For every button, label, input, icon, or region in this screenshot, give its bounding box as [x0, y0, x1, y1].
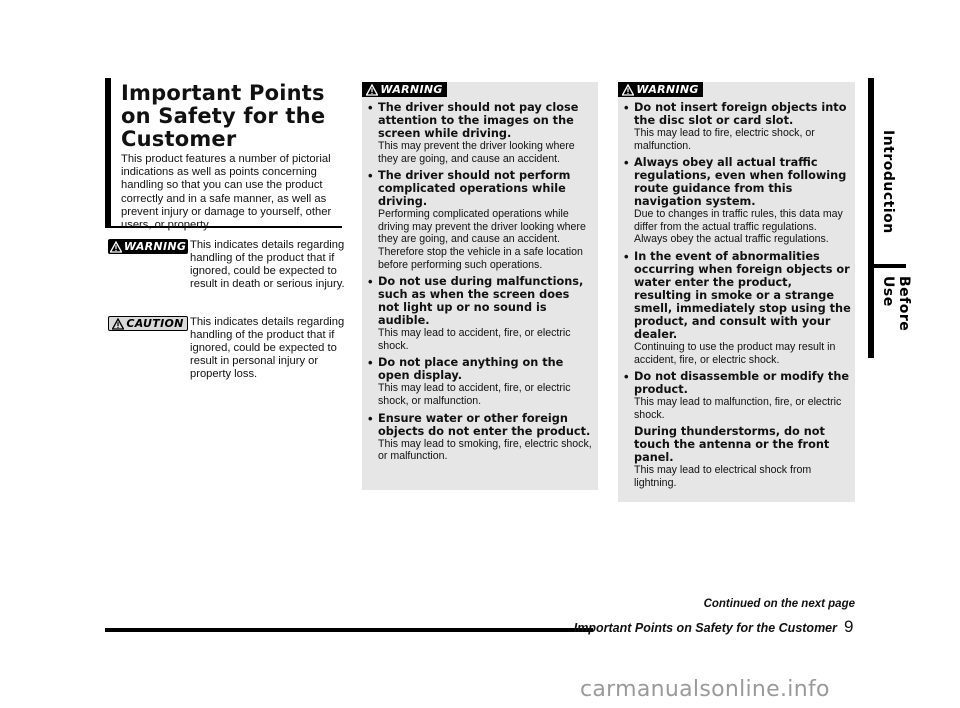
item-body: This may lead to malfunction, fire, or electric shock. [634, 396, 842, 421]
list-item [368, 169, 594, 271]
tab-before-use[interactable] [868, 268, 912, 358]
item-heading: • Do not use during malfunctions, such as when the screen does not light up or no sound is audible. [378, 275, 584, 328]
tab-introduction[interactable] [868, 78, 906, 268]
item-heading: • Do not place anything on the open display. [378, 356, 564, 383]
footer-rule [105, 628, 593, 632]
item-heading: • The driver should not perform complicated operations while driving. [378, 169, 571, 209]
tab-before-use-label: Before Use [880, 276, 912, 332]
list-item [368, 412, 594, 463]
warning-list [624, 101, 851, 494]
item-body: This may lead to fire, electric shock, or malfunction. [634, 127, 815, 152]
item-body: Continuing to use the product may result in accident, fire, or electric shock. [634, 340, 836, 366]
warning-label-badge [108, 239, 188, 254]
list-item [624, 425, 851, 489]
list-item [368, 275, 594, 352]
list-item [624, 370, 851, 421]
warning-legend [105, 239, 350, 309]
item-heading: • Do not disassemble or modify the product. [634, 370, 850, 397]
item-heading: • In the event of abnormalities occurring when foreign objects or water enter the product, resulting in smoke or a strange smell, immediately stop using the product, and consult with your dealer. [634, 249, 851, 341]
warning-triangle-icon [622, 84, 634, 96]
intro-section [105, 78, 342, 232]
caution-label-text: CAUTION [126, 317, 184, 330]
watermark: carmanualsonline.info [580, 677, 830, 702]
page-title [121, 82, 342, 151]
item-heading: During thunderstorms, do not touch the antenna or the front panel. [634, 425, 830, 465]
item-body: This may lead to smoking, fire, electric shock, or malfunction. [378, 437, 592, 463]
caution-label-badge [108, 316, 188, 331]
item-body: Performing complicated operations while driving may prevent the driver looking where they are going, and cause an accident. Therefore stop the vehicle in a safe location before performing such operations. [378, 208, 586, 271]
title-line: on Safety for the [121, 104, 326, 128]
warning-list [368, 101, 594, 467]
warning-label-text: WARNING [123, 240, 187, 253]
warning-tag [618, 82, 703, 97]
warning-legend-text: This indicates details regarding handling of the product that if ignored, could be expected to result in death or serious injury. [190, 239, 345, 290]
item-heading: • The driver should not pay close attention to the images on the screen while driving. [378, 101, 579, 140]
continued-note: Continued on the next page [703, 598, 855, 610]
list-item [368, 356, 594, 407]
section-side-tabs [868, 78, 912, 558]
caution-legend [105, 316, 350, 396]
title-line: Important Points [121, 81, 325, 105]
warning-tag-text: WARNING [380, 83, 443, 96]
item-body: This may prevent the driver looking where they are going, and cause an accident. [378, 140, 575, 165]
warning-triangle-icon [110, 241, 122, 253]
item-body: This may lead to accident, fire, or electric shock, or malfunction. [378, 382, 571, 407]
list-item [368, 101, 594, 165]
warning-box-1 [362, 82, 598, 490]
item-heading: • Do not insert foreign objects into the disc slot or card slot. [634, 101, 847, 127]
list-item [624, 101, 851, 152]
tab-introduction-label: Introduction [880, 130, 896, 234]
item-heading: • Ensure water or other foreign objects do not enter the product. [378, 411, 591, 438]
item-heading: • Always obey all actual traffic regulations, even when following route guidance from this navigation system. [634, 156, 847, 209]
caution-legend-text: This indicates details regarding handling of the product that if ignored, could be expected to result in personal injury or property loss. [190, 316, 345, 380]
list-item [624, 250, 851, 366]
intro-paragraph: This product features a number of pictorial indications as well as points concerning handling so that you can use the product correctly and in a safe manner, as well as prevent injury or damage to yourself, other users, or property. [121, 153, 332, 232]
caution-triangle-icon [112, 318, 124, 330]
item-body: This may lead to accident, fire, or electric shock. [378, 327, 571, 352]
item-body: Due to changes in traffic rules, this data may differ from the actual traffic regulations. Always obey the actual traffic regulations. [634, 208, 843, 246]
list-item [624, 156, 851, 246]
page-number: 9 [844, 617, 854, 636]
warning-tag-text: WARNING [636, 83, 699, 96]
item-body: This may lead to electrical shock from lightning. [634, 464, 812, 489]
title-line: Customer [121, 127, 237, 151]
warning-box-2 [618, 82, 855, 502]
footer-title: Important Points on Safety for the Customer [573, 621, 837, 635]
warning-tag [362, 82, 447, 97]
warning-triangle-icon [366, 84, 378, 96]
